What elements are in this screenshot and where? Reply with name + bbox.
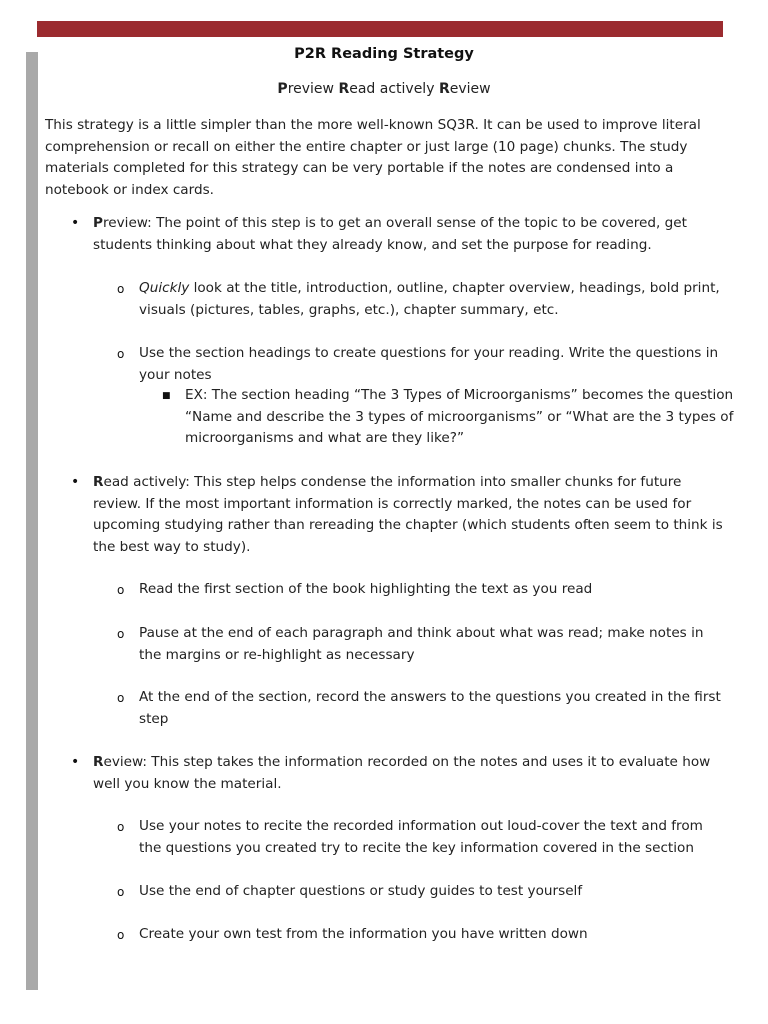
left-margin-bar <box>26 52 38 990</box>
review-step: Review: This step takes the information recorded on the notes and uses it to evaluate how well you know the material. <box>93 754 711 792</box>
document-subtitle: Preview Read actively Review <box>277 81 491 97</box>
sub-marker: o <box>117 691 125 705</box>
review-item: Create your own test from the information you have written down <box>139 926 588 942</box>
bullet-marker: • <box>71 474 80 490</box>
sub-marker: o <box>117 282 125 296</box>
read-item: At the end of the section, record the answers to the questions you created in the first step <box>139 689 721 727</box>
preview-item-quickly: Quickly look at the title, introduction, outline, chapter overview, headings, bold print, visuals (pictures, tables, graphs, etc.), chapter summary, etc. <box>139 280 720 318</box>
sub-marker: o <box>117 347 125 361</box>
bullet-marker: • <box>71 215 80 231</box>
read-item: Read the first section of the book highlighting the text as you read <box>139 581 593 597</box>
header-band <box>37 21 723 37</box>
read-step: Read actively: This step helps condense the information into smaller chunks for future review. If the most important information is correctly marked, the notes can be used for upcoming studying rather than rereading the chapter (which students often seem to think is the best way to study). <box>93 474 723 555</box>
sub-marker: o <box>117 928 125 942</box>
document-title: P2R Reading Strategy <box>294 46 474 62</box>
square-marker: ■ <box>162 391 171 401</box>
sub-marker: o <box>117 627 125 641</box>
sub-marker: o <box>117 885 125 899</box>
review-item: Use your notes to recite the recorded information out loud-cover the text and from the questions you created try to recite the key information covered in the section <box>139 818 703 856</box>
sub-marker: o <box>117 583 125 597</box>
review-item: Use the end of chapter questions or study guides to test yourself <box>139 883 583 899</box>
read-item: Pause at the end of each paragraph and think about what was read; make notes in the margins or re-highlight as necessary <box>139 625 704 663</box>
intro-paragraph: This strategy is a little simpler than the more well-known SQ3R. It can be used to improve literal comprehension or recall on either the entire chapter or just large (10 page) chunks. The study materials completed for this strategy can be very portable if the notes are condensed into a notebook or index cards. <box>45 117 701 198</box>
preview-step: Preview: The point of this step is to get an overall sense of the topic to be covered, get students thinking about what they already know, and set the purpose for reading. <box>93 215 687 253</box>
bullet-marker: • <box>71 754 80 770</box>
preview-item-headings: Use the section headings to create questions for your reading. Write the questions in your notes <box>139 345 719 383</box>
sub-marker: o <box>117 820 125 834</box>
preview-example: EX: The section heading “The 3 Types of Microorganisms” becomes the question “Name and describe the 3 types of microorganisms” or “What are the 3 types of microorganisms and what are they like?” <box>185 387 734 446</box>
